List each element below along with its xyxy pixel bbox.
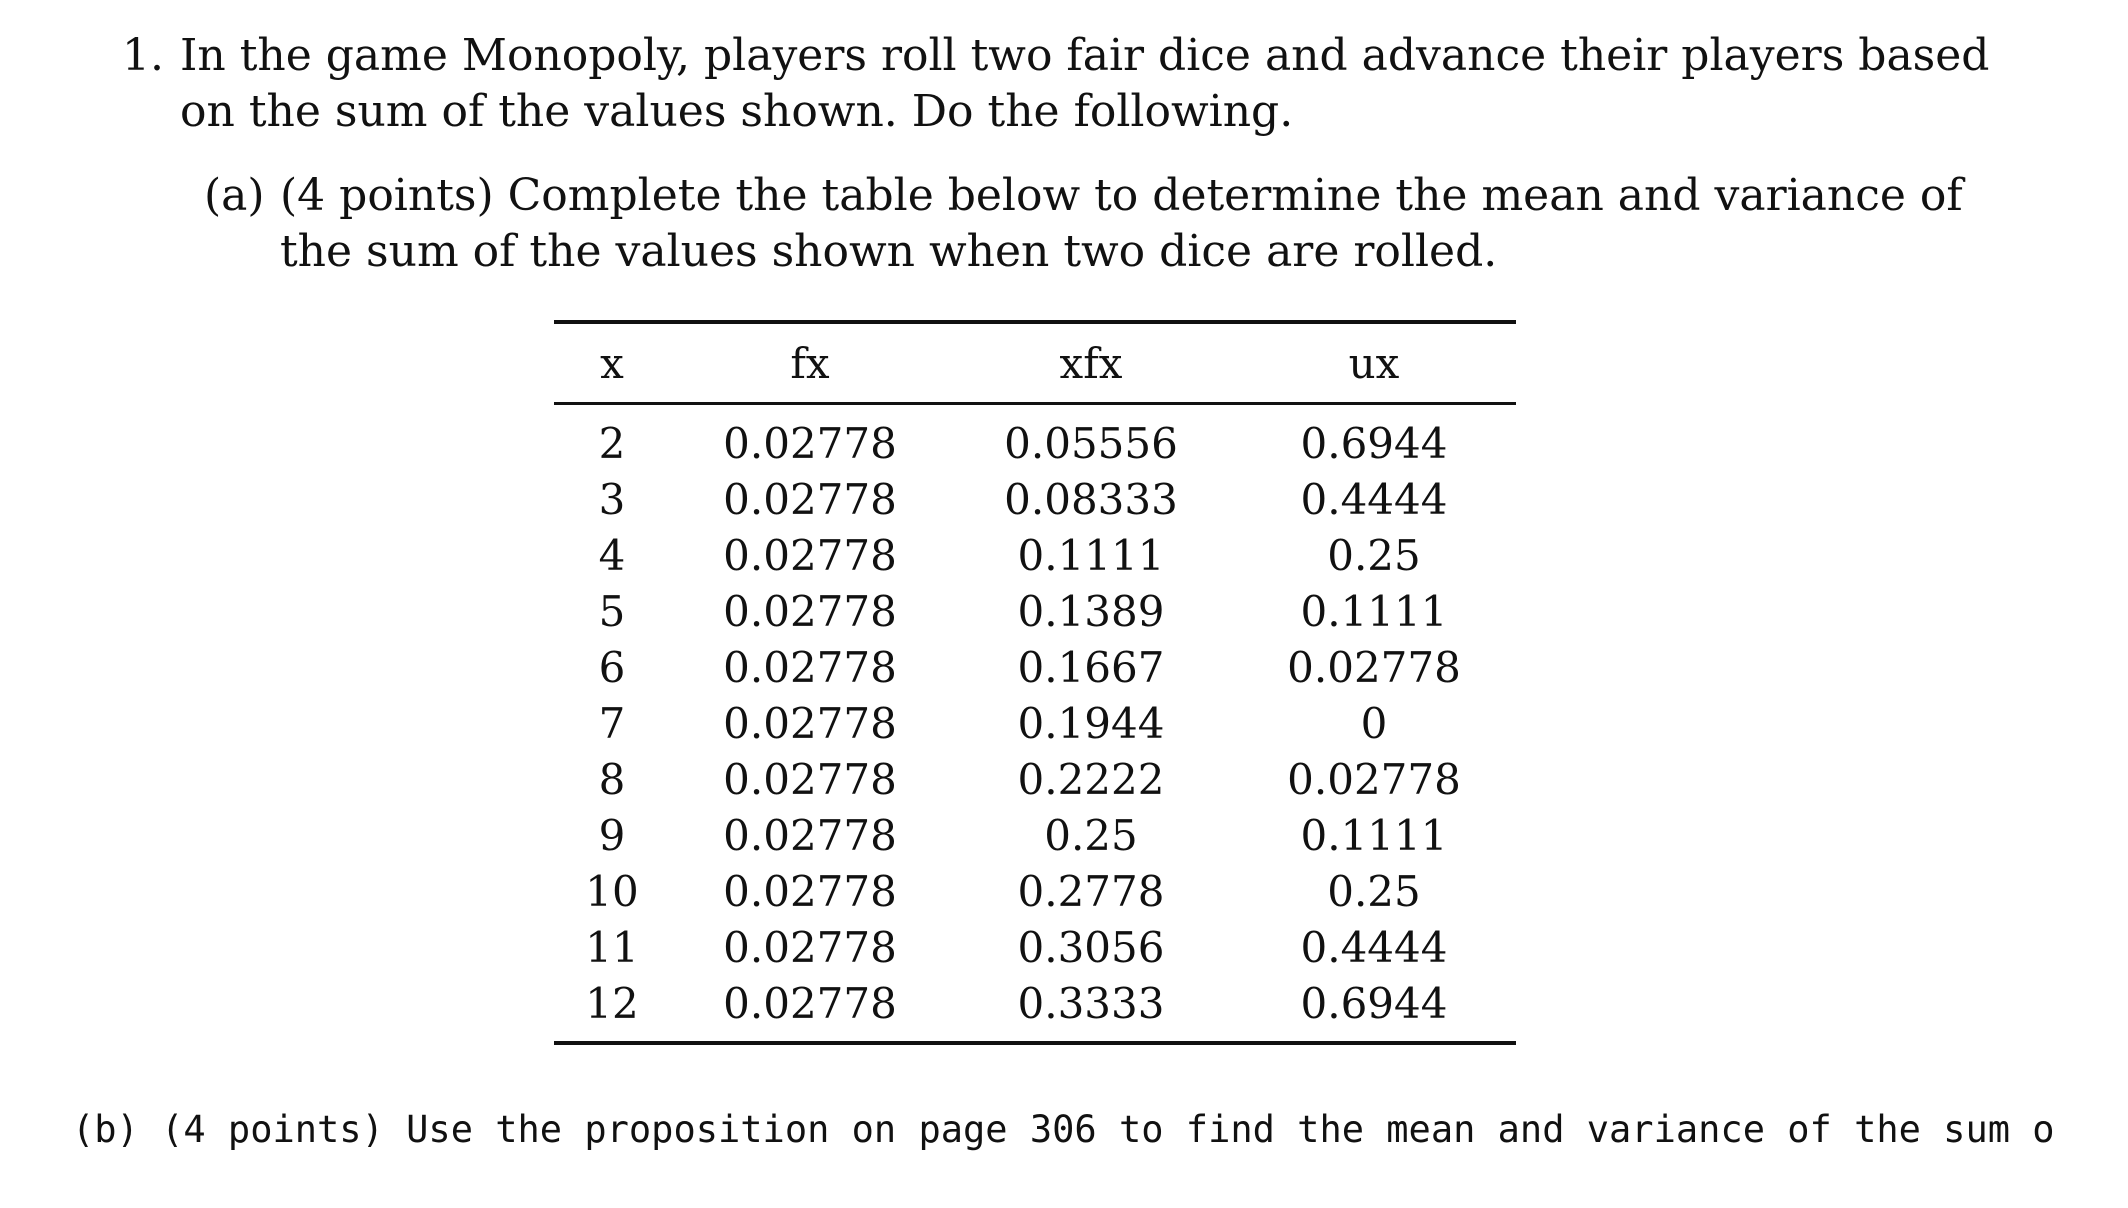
cell-x: 7 <box>598 698 626 748</box>
header-xfx: xfx <box>1059 338 1123 388</box>
part-b-text: (b) (4 points) Use the proposition on page 306 to find the mean and variance of the sum o <box>72 1108 2055 1151</box>
part-a-label: (a) <box>204 170 265 221</box>
table-row <box>554 695 1516 751</box>
header-ux: ux <box>1348 338 1400 388</box>
cell-xfx: 0.05556 <box>1004 418 1178 468</box>
cell-ux: 0.02778 <box>1287 754 1461 804</box>
cell-ux: 0.1111 <box>1300 586 1448 636</box>
table-row <box>554 404 1516 472</box>
cell-fx: 0.02778 <box>723 642 897 692</box>
cell-xfx: 0.1389 <box>1017 586 1165 636</box>
cell-ux: 0.25 <box>1327 866 1421 916</box>
cell-ux: 0.25 <box>1327 530 1421 580</box>
distribution-table <box>554 320 1516 1045</box>
cell-fx: 0.02778 <box>723 922 897 972</box>
cell-fx: 0.02778 <box>723 866 897 916</box>
cell-ux: 0.6944 <box>1300 978 1448 1028</box>
cell-x: 5 <box>598 586 626 636</box>
cell-fx: 0.02778 <box>723 418 897 468</box>
cell-xfx: 0.1667 <box>1017 642 1165 692</box>
problem-number: 1. <box>122 30 164 81</box>
cell-ux: 0.4444 <box>1300 474 1448 524</box>
cell-ux: 0.6944 <box>1300 418 1448 468</box>
cell-x: 12 <box>585 978 639 1028</box>
cell-xfx: 0.2778 <box>1017 866 1165 916</box>
cell-xfx: 0.3056 <box>1017 922 1165 972</box>
table-row <box>554 919 1516 975</box>
distribution-table-container <box>554 320 1516 1045</box>
part-a-text: (4 points) Complete the table below to determine the mean and variance of the sum of the values shown when two dice are rolled. <box>280 170 1963 277</box>
cell-fx: 0.02778 <box>723 530 897 580</box>
cell-xfx: 0.2222 <box>1017 754 1165 804</box>
cell-x: 6 <box>598 642 626 692</box>
cell-xfx: 0.1111 <box>1017 530 1165 580</box>
part-a <box>204 168 2024 280</box>
table-row <box>554 807 1516 863</box>
problem-1 <box>124 28 2024 140</box>
cell-xfx: 0.1944 <box>1017 698 1165 748</box>
table-row <box>554 583 1516 639</box>
cell-x: 2 <box>598 418 626 468</box>
cell-fx: 0.02778 <box>723 474 897 524</box>
cell-x: 4 <box>598 530 626 580</box>
cell-x: 10 <box>585 866 639 916</box>
table-row <box>554 751 1516 807</box>
cell-fx: 0.02778 <box>723 978 897 1028</box>
cell-x: 9 <box>598 810 626 860</box>
cell-x: 11 <box>585 922 639 972</box>
table-body <box>554 404 1516 1044</box>
cell-x: 3 <box>598 474 626 524</box>
header-row <box>554 322 1516 404</box>
cell-ux: 0.02778 <box>1287 642 1461 692</box>
cell-ux: 0 <box>1360 698 1388 748</box>
problem-text: In the game Monopoly, players roll two fair dice and advance their players based on the sum of the values shown. Do the following. <box>180 30 1990 137</box>
cell-fx: 0.02778 <box>723 754 897 804</box>
cell-ux: 0.4444 <box>1300 922 1448 972</box>
table-row <box>554 527 1516 583</box>
cell-ux: 0.1111 <box>1300 810 1448 860</box>
table-header <box>554 322 1516 404</box>
table-row <box>554 639 1516 695</box>
header-x: x <box>600 338 624 388</box>
cell-xfx: 0.08333 <box>1004 474 1178 524</box>
table-row <box>554 975 1516 1043</box>
cell-xfx: 0.25 <box>1044 810 1138 860</box>
cell-fx: 0.02778 <box>723 586 897 636</box>
table-row <box>554 863 1516 919</box>
cell-xfx: 0.3333 <box>1017 978 1165 1028</box>
header-fx: fx <box>790 338 830 388</box>
cell-fx: 0.02778 <box>723 810 897 860</box>
cell-x: 8 <box>598 754 626 804</box>
cell-fx: 0.02778 <box>723 698 897 748</box>
table-row <box>554 471 1516 527</box>
